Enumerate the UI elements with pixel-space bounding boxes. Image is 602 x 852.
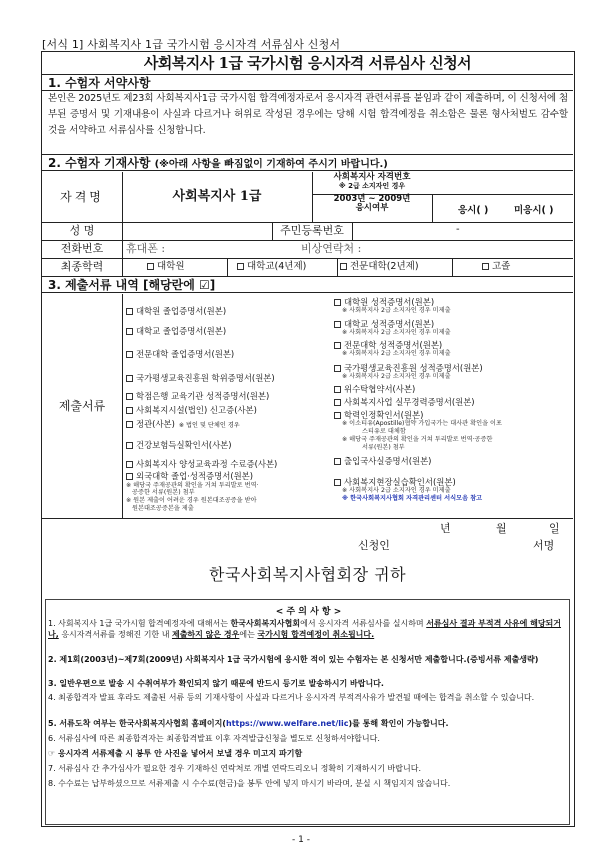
checkbox[interactable] [334, 321, 341, 328]
emergency-label: 비상연락처 : [301, 242, 362, 255]
doc-note: ※ 이소티유(Apostille)협약 가입국가는 대사관 확인을 이포 [342, 420, 502, 427]
checkbox[interactable] [334, 342, 341, 349]
years-header [312, 195, 432, 213]
doc-note: 원본대조공증본을 제출 [132, 505, 194, 512]
name-field[interactable] [124, 223, 270, 239]
edu-option-college[interactable] [340, 258, 419, 276]
mobile-field[interactable] [172, 241, 292, 257]
checkbox[interactable] [147, 263, 154, 270]
name-label: 성 명 [69, 224, 95, 237]
website-link[interactable]: https://www.welfare.net/lic [225, 719, 349, 728]
years-range: 2003년 ~ 2009년 [333, 194, 411, 204]
doc-left-item[interactable] [126, 418, 240, 430]
page-number: - 1 - [292, 835, 310, 845]
checkbox[interactable] [340, 263, 347, 270]
doc-note: ※ 사회복지사 2급 소지자인 경우 미제출 [342, 329, 451, 336]
divider [122, 294, 123, 518]
documents-label: 제출서류 [58, 399, 106, 413]
emergency-field[interactable] [377, 241, 567, 257]
id-dash: - [456, 224, 460, 235]
checkbox[interactable] [334, 458, 341, 465]
doc-label: 대학교 성적증명서(원본) [344, 319, 435, 329]
doc-right-item[interactable] [334, 383, 415, 395]
section2-note: (※아래 사항을 빠짐없이 기재하여 주시기 바랍니다.) [154, 159, 388, 170]
doc-label: 국가평생교육진흥원 학위증명서(원본) [136, 373, 275, 383]
notice-warning: ☞ 응시자격 서류제출 시 봉투 안 사진을 넣어서 보낼 경우 미고지 파기함 [48, 749, 303, 758]
checkbox[interactable] [334, 299, 341, 306]
doc-note: 스티유로 대체함 [362, 428, 406, 435]
checkbox[interactable] [126, 375, 133, 382]
doc-label: 위수탁협약서(사본) [344, 384, 416, 394]
checkbox[interactable] [334, 412, 341, 419]
edu-option-highschool[interactable] [482, 258, 510, 276]
notice-title: < 주 의 사 항 > [275, 607, 342, 617]
form-label: [서식 1] 사회복지사 1급 국가시험 응시자격 서류심사 신청서 [42, 38, 341, 51]
doc-note: ※ 사회복지사 2급 소지자인 경우 미제출 [342, 350, 451, 357]
checkbox[interactable] [126, 308, 133, 315]
doc-note: ※ 해당국 주재공관의 확인을 거쳐 투리발로 번역·공증한 [342, 436, 493, 443]
checkbox[interactable] [126, 351, 133, 358]
id-number-field[interactable] [354, 223, 571, 239]
doc-label: 사회복지시설(법인) 신고증(사본) [136, 405, 257, 415]
doc-note: 서류(원본) 첨부 [362, 444, 405, 451]
checkbox[interactable] [334, 386, 341, 393]
notice-text: 국가시험 합격예정이 취소됩니다. [257, 630, 375, 639]
notice-text: 제출하지 않은 경우 [171, 630, 240, 639]
id-label: 주민등록번호 [280, 224, 344, 237]
doc-label: 학력인정확인서(원본) [344, 410, 424, 420]
checkbox[interactable] [126, 461, 133, 468]
doc-label: 사회복지사업 실무경력증명서(원본) [344, 397, 475, 407]
checkbox[interactable] [126, 421, 133, 428]
doc-note: ※ 사회복지사 2급 소지자인 경우 미제출 [342, 373, 451, 380]
doc-label: 건강보험득실확인서(사본) [136, 440, 232, 450]
doc-label: 외국대학 졸업·성적증명서(원본) [136, 471, 254, 481]
notice-item-3: 3. 일반우편으로 발송 시 수취여부가 확인되지 않기 때문에 반드시 등기로 발송하시기 바랍니다. [48, 679, 384, 688]
form-title: 사회복지사 1급 국가시험 응시자격 서류심사 신청서 [42, 52, 573, 75]
application-form [41, 51, 575, 827]
doc-label: 전문대학 성적증명서(원본) [344, 340, 443, 350]
notice-text: )를 통해 확인이 가능합니다. [348, 719, 449, 728]
notice-item-5 [48, 718, 568, 729]
qual-value: 사회복지사 1급 [172, 189, 262, 204]
divider [337, 258, 338, 276]
doc-label: 대학교 졸업증명서(원본) [136, 326, 227, 336]
doc-left-item[interactable] [126, 390, 269, 402]
doc-note: ※ 사회복지사 2급 소지자인 경우 미제출 [342, 307, 451, 314]
checkbox[interactable] [334, 479, 341, 486]
doc-label: 사회복지사 양성교육과정 수료증(사본) [136, 459, 278, 469]
doc-left-item[interactable] [126, 372, 275, 384]
edu-option-grad[interactable] [147, 258, 185, 276]
sign-label: 서명 [533, 539, 555, 552]
license-number-label: 사회복지사 자격번호 [333, 172, 411, 182]
divider [122, 258, 123, 276]
edu-option-label: 전문대학(2년제) [350, 261, 419, 272]
doc-left-item[interactable] [126, 305, 226, 317]
divider [122, 240, 123, 258]
doc-note-form-ref: ※ 한국사회복지사협회 자격관리센터 서식모음 참고 [342, 495, 483, 502]
edu-option-label: 대학교(4년제) [247, 261, 307, 272]
checkbox[interactable] [126, 393, 133, 400]
checkbox[interactable] [334, 399, 341, 406]
doc-note: ※ 법인 및 단체인 경우 [178, 422, 240, 429]
doc-label: 국가평생교육진흥원 성적증명서(원본) [344, 363, 483, 373]
divider [227, 258, 228, 276]
divider [432, 194, 433, 222]
doc-note: ※ 사회복지사 2급 소지자인 경우 미제출 [342, 487, 451, 494]
doc-note: ※ 해당국 주재공관의 확인을 거쳐 투리발로 번역· [126, 482, 259, 489]
divider [452, 258, 453, 276]
doc-label: 대학원 성적증명서(원본) [344, 297, 435, 307]
checkbox[interactable] [126, 442, 133, 449]
doc-left-item[interactable] [126, 404, 257, 416]
license-number-note: ※ 2급 소지자인 경우 [338, 182, 406, 190]
date-day-label: 일 [549, 522, 560, 535]
divider [42, 518, 573, 519]
edu-option-label: 대학원 [157, 261, 185, 272]
checkbox[interactable] [126, 328, 133, 335]
checkbox[interactable] [126, 473, 133, 480]
doc-right-item[interactable] [334, 455, 431, 467]
mobile-label: 휴대폰 : [126, 242, 166, 255]
notice-text: 에서 응시자격 서류심사를 실시하며 [300, 619, 424, 628]
doc-label: 사회복지현장실습확인서(원본) [344, 477, 456, 487]
notice-text: 응시자격서류를 정해진 기한 내 [58, 630, 172, 639]
doc-left-item[interactable] [126, 325, 226, 337]
divider [352, 222, 353, 240]
notice-item-8: 8. 수수료는 납부하셨으므로 서류제출 시 수수료(현금)을 봉투 안에 넣지 마시기 바라며, 분실 시 책임지지 않습니다. [48, 779, 451, 788]
section3-heading: 3. 제출서류 내역 [해당란에 ☑] [42, 277, 573, 293]
applicant-label: 신청인 [358, 539, 390, 552]
notice-box [45, 599, 570, 825]
doc-label: 대학원 졸업증명서(원본) [136, 306, 227, 316]
divider [122, 222, 123, 240]
notice-item-2: 2. 제1회(2003년)~제7회(2009년) 사회복지사 1급 국가시험에 응시한 적이 있는 수험자는 본 신청서만 제출합니다.(증빙서류 제출생략) [48, 655, 539, 664]
qual-label: 자격명 [60, 190, 104, 204]
doc-right-item[interactable] [334, 396, 475, 408]
doc-left-item[interactable] [126, 439, 232, 451]
checkbox[interactable] [237, 263, 244, 270]
doc-label: 학점은행 교육기관 성적증명서(원본) [136, 391, 270, 401]
license-number-header [312, 173, 432, 191]
doc-label: 전문대학 졸업증명서(원본) [136, 349, 235, 359]
doc-note: ※ 원본 제출이 어려운 경우 원본대조공증을 받아 [126, 497, 257, 504]
pledge-text: 본인은 2025년도 제23회 사회복지사1급 국가시험 합격예정자로서 응시자격 관련서류를 붙임과 같이 제출하며, 이 신청서에 첨부된 증명서 및 기재내용이 사실과 다르거나 허위로 작성된 경우에는 당해 시험 합격예정을 취소함은 물론 형사처벌도 감수할 것을 서약하고 서류심사를 신청합니다. [48, 93, 568, 136]
addressee: 한국사회복지사협회장 귀하 [208, 565, 407, 584]
notice-item-1 [48, 618, 568, 640]
doc-label: 출입국사실증명서(원본) [344, 456, 432, 466]
phone-label: 전화번호 [60, 242, 104, 255]
notice-item-6: 6. 서류심사에 따른 최종합격자는 최종합격발표 이후 자격발급신청을 별도로 신청하셔야합니다. [48, 734, 380, 743]
notice-text: 에는 [239, 630, 258, 639]
notice-item-7: 7. 서류심사 간 추가심사가 필요한 경우 기재하신 연락처로 개별 연락드리오니 정확히 기재하시기 바랍니다. [48, 764, 421, 773]
section1-heading: 1. 수험자 서약사항 [42, 75, 573, 91]
notice-text: 5. 서류도착 여부는 한국사회복지사협회 홈페이지( [48, 719, 226, 728]
date-year-label: 년 [440, 522, 451, 535]
checkbox[interactable] [126, 407, 133, 414]
checkbox[interactable] [334, 365, 341, 372]
date-month-label: 월 [496, 522, 507, 535]
doc-label: 정관(사본) [136, 419, 175, 429]
doc-left-item[interactable] [126, 348, 234, 360]
doc-left-item[interactable] [126, 458, 277, 470]
edu-option-univ[interactable] [237, 258, 306, 276]
years-sub: 응시여부 [355, 203, 389, 213]
notice-item-4: 4. 최종합격자 발표 후라도 제출된 서류 등의 기재사항이 사실과 다르거나 응시자격 부적격사유가 발견될 때에는 합격을 취소할 수 있습니다. [48, 693, 535, 702]
edu-option-label: 고졸 [492, 261, 511, 272]
applied-option[interactable]: 응시( ) [458, 205, 489, 216]
notice-text: 서류심사 결과 부적격 사유에 해당되거나, [48, 619, 562, 639]
section2-title: 2. 수험자 기재사항 [48, 156, 151, 170]
notice-text: 1. 사회복지사 1급 국가시험 합격예정자에 대해서는 [48, 619, 228, 628]
not-applied-option[interactable]: 미응시( ) [514, 205, 554, 216]
doc-note: 공증한 서류(원본) 첨부 [132, 489, 195, 496]
notice-text: 한국사회복지사협회 [230, 619, 301, 628]
checkbox[interactable] [482, 263, 489, 270]
signature-field[interactable] [402, 535, 517, 551]
edu-label: 최종학력 [60, 260, 104, 273]
doc-left-item[interactable] [126, 470, 253, 482]
section2-heading [42, 155, 573, 171]
